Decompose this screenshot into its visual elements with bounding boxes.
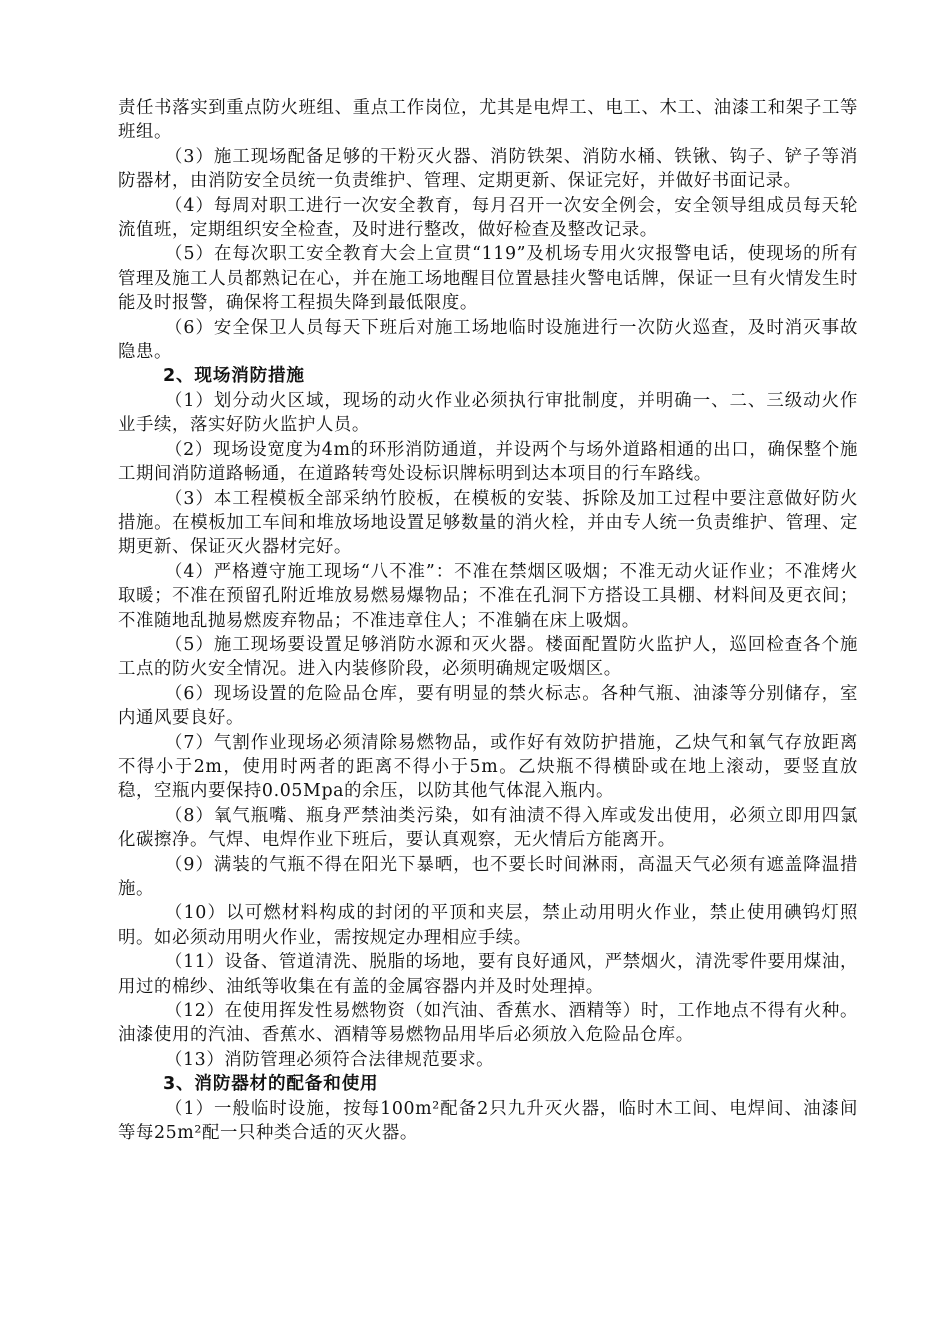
paragraph-7-gas-cutting: （7）气割作业现场必须清除易燃物品，或作好有效防护措施，乙炔气和氧气存放距离不得小于2m，使用时两者的距离不得小于5m。乙炔瓶不得横卧或在地上滚动，要竖直放稳，空瓶内要保持0.05Mpa的余压，以防其他气体混入瓶内。 [118,732,858,802]
paragraph-6-patrol: （6）安全保卫人员每天下班后对施工场地临时设施进行一次防火巡查，及时消灭事故隐患。 [118,317,858,363]
paragraph-9-cylinders: （9）满装的气瓶不得在阳光下暴晒，也不要长时间淋雨，高温天气必须有遮盖降温措施。 [118,854,858,899]
paragraph-2-fire-lane: （2）现场设宽度为4m的环形消防通道，并设两个与场外道路相通的出口，确保整个施工期间消防道路畅通，在道路转弯处设标识牌标明到达本项目的行车路线。 [118,439,858,485]
paragraph-4-education: （4）每周对职工进行一次安全教育，每月召开一次安全例会，安全领导组成员每天轮流值班，定期组织安全检查，及时进行整改，做好检查及整改记录。 [118,195,858,241]
paragraph-13-compliance: （13）消防管理必须符合法律规范要求。 [165,1049,495,1070]
paragraph-5-alarm: （5）在每次职工安全教育大会上宣贯“119”及机场专用火灾报警电话，使现场的所有管理及施工人员都熟记在心，并在施工场地醒目位置悬挂火警电话牌，保证一旦有火情发生时能及时报警，确保将工程损失降到最低限度。 [118,244,858,314]
paragraph-3-equipment: （3）施工现场配备足够的干粉灭火器、消防铁架、消防水桶、铁锹、钩子、铲子等消防器材，由消防安全员统一负责维护、管理、定期更新、保证完好，并做好书面记录。 [118,146,858,192]
paragraph-4-eight-prohibitions: （4）严格遵守施工现场“八不准”：不准在禁烟区吸烟；不准无动火证作业；不准烤火取暖；不准在预留孔附近堆放易燃易爆物品；不准在孔洞下方搭设工具棚、材料间及更衣间；不准随地乱抛易燃废弃物品；不准违章住人；不准躺在床上吸烟。 [118,561,858,631]
document-page [118,96,858,1145]
paragraph-6-dangerous-goods: （6）现场设置的危险品仓库，要有明显的禁火标志。各种气瓶、油漆等分别储存，室内通风要良好。 [118,683,858,729]
section-heading-3: 3、消防器材的配备和使用 [163,1074,379,1095]
paragraph-10-ceiling: （10）以可燃材料构成的封闭的平顶和夹层，禁止动用明火作业，禁止使用碘钨灯照明。如必须动用明火作业，需按规定办理相应手续。 [118,903,858,948]
paragraph-8-oxygen: （8）氧气瓶嘴、瓶身严禁油类污染，如有油渍不得入库或发出使用，必须立即用四氯化碳擦净。气焊、电焊作业下班后，要认真观察，无火情后方能离开。 [118,805,858,851]
paragraph-responsibility: 责任书落实到重点防火班组、重点工作岗位，尤其是电焊工、电工、木工、油漆工和架子工等班组。 [118,98,858,143]
paragraph-1-hot-work: （1）划分动火区域，现场的动火作业必须执行审批制度，并明确一、二、三级动火作业手续，落实好防火监护人员。 [118,390,858,436]
paragraph-11-cleaning: （11）设备、管道清洗、脱脂的场地，要有良好通风，严禁烟火，清洗零件要用煤油，用过的棉纱、油纸等收集在有盖的金属容器内并及时处理掉。 [118,952,858,997]
paragraph-1-extinguishers: （1）一般临时设施，按每100m²配备2只九升灭火器，临时木工间、电焊间、油漆间等每25m²配一只种类合适的灭火器。 [118,1098,858,1144]
paragraph-12-volatile: （12）在使用挥发性易燃物资（如汽油、香蕉水、酒精等）时，工作地点不得有火种。油漆使用的汽油、香蕉水、酒精等易燃物品用毕后必须放入危险品仓库。 [118,1001,858,1046]
section-heading-2: 2、现场消防措施 [163,366,305,387]
paragraph-3-formwork: （3）本工程模板全部采纳竹胶板，在模板的安装、拆除及加工过程中要注意做好防火措施。在模板加工车间和堆放场地设置足够数量的消火栓，并由专人统一负责维护、管理、定期更新、保证灭火器材完好。 [118,488,858,558]
paragraph-5-water-source: （5）施工现场要设置足够消防水源和灭火器。楼面配置防火监护人，巡回检查各个施工点的防火安全情况。进入内装修阶段，必须明确规定吸烟区。 [118,634,858,680]
